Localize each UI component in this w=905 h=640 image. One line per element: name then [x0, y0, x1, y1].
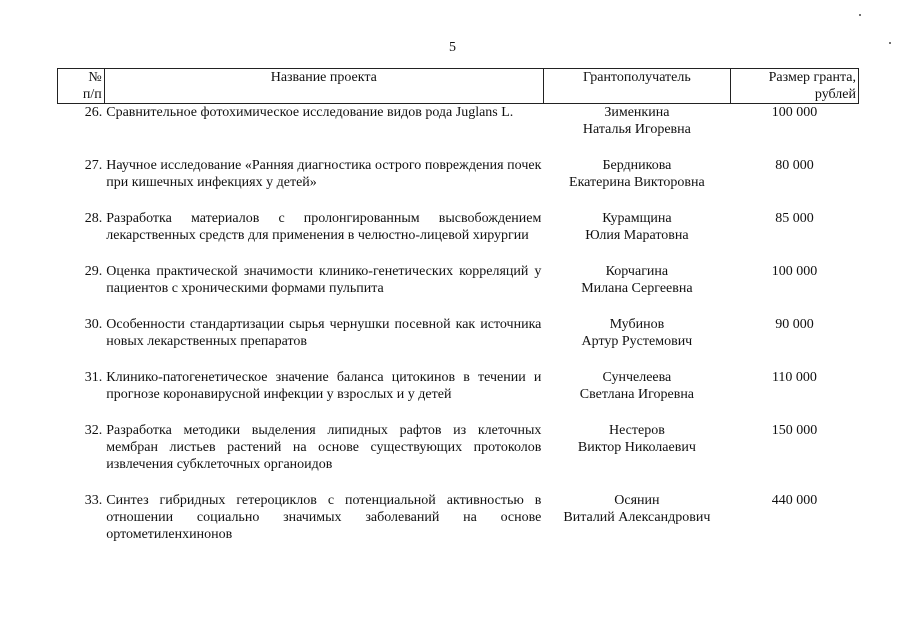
- recipient-surname: Нестеров: [608, 423, 665, 438]
- row-num: 26.: [84, 105, 103, 120]
- recipient-given-names: Наталья Игоревна: [582, 122, 691, 137]
- header-title: Название проекта: [104, 69, 543, 104]
- table-row: [58, 369, 859, 422]
- recipient-given-names: Светлана Игоревна: [579, 387, 695, 402]
- scan-speck: [859, 14, 861, 16]
- project-title: Сравнительное фотохимическое исследование видов рода Juglans L.: [106, 105, 514, 120]
- header-recipient: Грантополучатель: [543, 69, 730, 104]
- table-row: [58, 210, 859, 263]
- recipient-surname: Зименкина: [604, 105, 670, 120]
- recipient-surname: Курамщина: [602, 211, 672, 226]
- grant-amount: 90 000: [775, 317, 814, 332]
- recipient-given-names: Виталий Александрович: [563, 510, 711, 525]
- row-num: 33.: [84, 493, 103, 508]
- grant-amount: 440 000: [771, 493, 818, 508]
- project-title: Разработка материалов с пролонгированным высвобождением лекарственных средств для применения в челюстно-лицевой хирургии: [106, 211, 542, 243]
- recipient-surname: Мубинов: [609, 317, 665, 332]
- grants-table: [57, 68, 859, 562]
- row-num: 31.: [84, 370, 103, 385]
- project-title: Разработка методики выделения липидных рафтов из клеточных мембран листьев растений на основе существующих протоколов извлечения субклеточных органоидов: [106, 423, 542, 472]
- recipient: [543, 104, 730, 158]
- recipient-given-names: Юлия Маратовна: [585, 228, 689, 243]
- table-row: [58, 104, 859, 158]
- recipient-surname: Осянин: [614, 493, 660, 508]
- recipient: [543, 492, 730, 562]
- project-title: Научное исследование «Ранняя диагностика острого повреждения почек при кишечных инфекциях у детей»: [106, 158, 542, 190]
- row-num: 32.: [84, 423, 103, 438]
- table-row: [58, 316, 859, 369]
- recipient: [543, 263, 730, 316]
- recipient: [543, 422, 730, 492]
- recipient-given-names: Екатерина Викторовна: [569, 175, 705, 190]
- scan-speck: [889, 42, 891, 44]
- project-title: Особенности стандартизации сырья чернушки посевной как источника новых лекарственных препаратов: [106, 317, 542, 349]
- recipient-given-names: Виктор Николаевич: [577, 440, 696, 455]
- recipient-surname: Корчагина: [605, 264, 669, 279]
- grants-body: [58, 104, 859, 563]
- table-row: [58, 492, 859, 562]
- grant-amount: 100 000: [771, 264, 818, 279]
- recipient-surname: Сунчелеева: [602, 370, 672, 385]
- row-num: 28.: [84, 211, 103, 226]
- row-num: 29.: [84, 264, 103, 279]
- header-row: [58, 69, 859, 104]
- table-row: [58, 157, 859, 210]
- recipient: [543, 369, 730, 422]
- recipient: [543, 316, 730, 369]
- grant-amount: 80 000: [775, 158, 814, 173]
- project-title: Оценка практической значимости клинико-генетических корреляций у пациентов с хроническими формами пульпита: [106, 264, 542, 296]
- page-number: 5: [449, 40, 456, 55]
- recipient: [543, 157, 730, 210]
- grant-amount: 110 000: [771, 370, 817, 385]
- recipient-given-names: Милана Сергеевна: [581, 281, 693, 296]
- row-num: 27.: [84, 158, 103, 173]
- grant-amount: 100 000: [771, 105, 818, 120]
- grant-amount: 150 000: [771, 423, 818, 438]
- table-row: [58, 422, 859, 492]
- recipient-surname: Бердникова: [602, 158, 672, 173]
- header-amount: Размер гранта, рублей: [730, 69, 858, 104]
- grant-amount: 85 000: [775, 211, 814, 226]
- project-title: Синтез гибридных гетероциклов с потенциальной активностью в отношении социально значимых заболеваний на основе ортометиленхинонов: [106, 493, 542, 542]
- project-title: Клинико-патогенетическое значение баланса цитокинов в течении и прогнозе коронавирусной инфекции у взрослых и у детей: [106, 370, 542, 402]
- recipient-given-names: Артур Рустемович: [581, 334, 693, 349]
- table-row: [58, 263, 859, 316]
- header-num: № п/п: [58, 69, 105, 104]
- recipient: [543, 210, 730, 263]
- row-num: 30.: [84, 317, 103, 332]
